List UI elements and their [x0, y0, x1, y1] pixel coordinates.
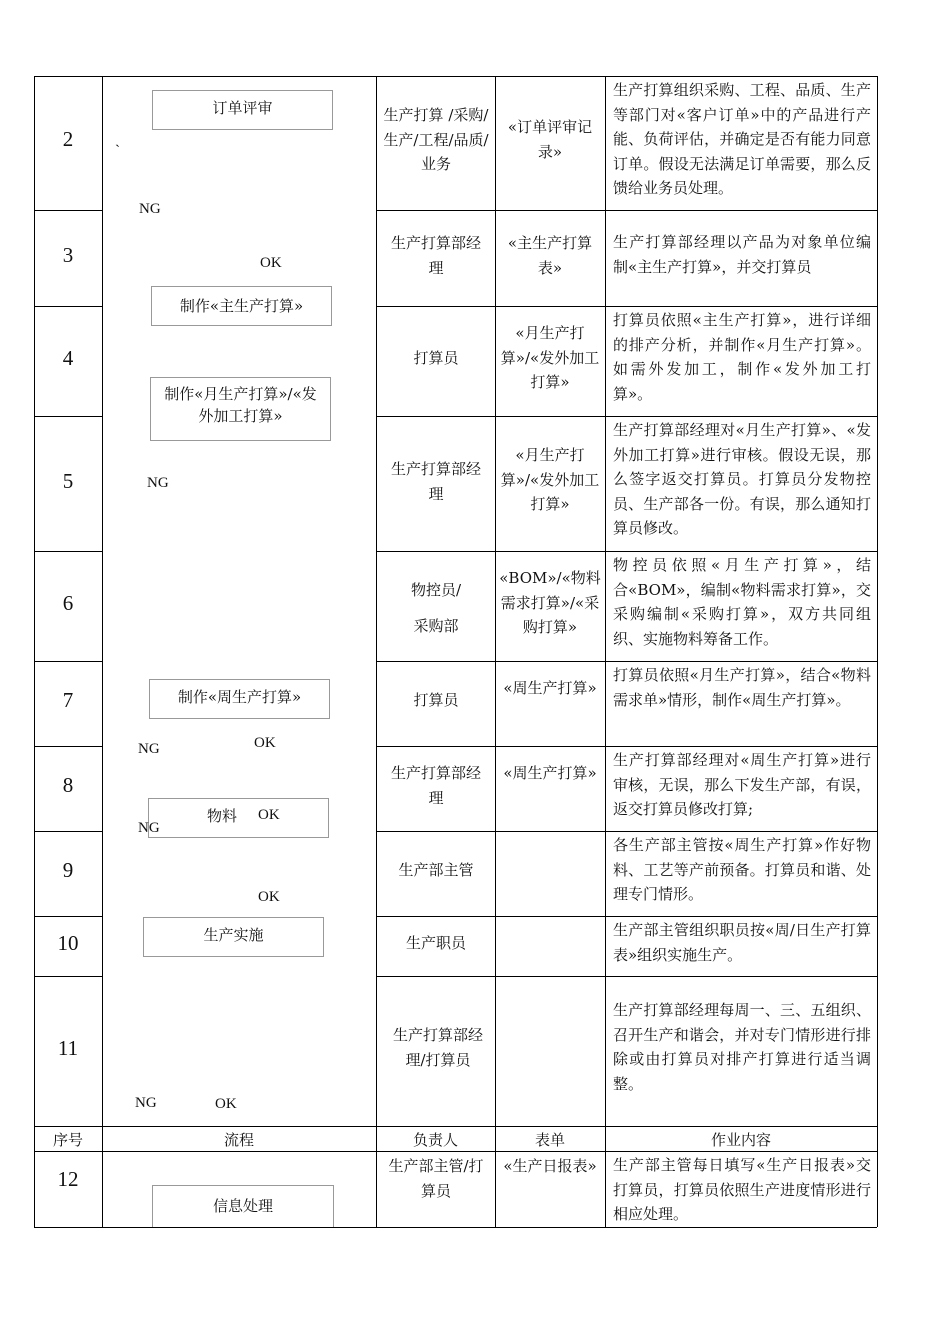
row-number: 7: [62, 688, 74, 712]
content-cell: 生产打算部经理每周一、三、五组织、召开生产和谐会，并对专门情形进行排除或由打算员对排产打算进行适当调整。: [613, 1001, 871, 1093]
flow-label-ok: OK: [260, 255, 282, 271]
form-cell: «主生产打算表»: [507, 234, 593, 277]
row-number: 2: [62, 127, 74, 151]
flow-tick: `: [115, 143, 120, 159]
form-cell: «月生产打算»/«发外加工打算»: [500, 446, 600, 513]
row-number: 8: [62, 773, 74, 797]
owner-cell: 生产职员: [405, 934, 466, 952]
owner-cell: 打算员: [413, 349, 459, 367]
form-cell: «周生产打算»: [503, 679, 597, 697]
content-cell: 生产部主管组织职员按«周/日生产打算表»组织实施生产。: [613, 921, 871, 964]
content-cell: 生产部主管每日填写«生产日报表»交打算员，打算员依照生产进度情形进行相应处理。: [613, 1156, 871, 1223]
row-number: 5: [62, 469, 74, 493]
flow-box-info-processing: 信息处理: [152, 1185, 334, 1227]
header-owner: 负责人: [412, 1131, 458, 1149]
form-cell: «BOM»/«物料需求打算»/«采购打算»: [499, 569, 601, 636]
content-cell: 生产打算部经理对«月生产打算»、«发外加工打算»进行审核。假设无误，那么签字返交打算员。打算员分发物控员、生产部各一份。有误，那么通知打算员修改。: [613, 421, 871, 537]
content-cell: 生产打算部经理以产品为对象单位编制«主生产打算»，并交打算员: [613, 233, 871, 276]
flow-box-master-plan: 制作«主生产打算»: [151, 286, 332, 326]
content-cell: 生产打算组织采购、工程、品质、生产等部门对«客户订单»中的产品进行产能、负荷评估，并确定是否有能力同意订单。假设无法满足订单需要，那么反馈给业务员处理。: [613, 81, 871, 197]
row-number: 3: [62, 243, 74, 267]
flow-label-ng: NG: [147, 475, 169, 491]
flow-box-material: [148, 798, 329, 838]
owner-cell: 生产打算部经理: [390, 764, 481, 807]
owner-cell: 生产打算部经理/打算员: [392, 1026, 483, 1069]
owner-cell: 生产打算部经理: [390, 234, 481, 277]
owner-cell: 生产部主管: [398, 861, 474, 879]
form-cell: «周生产打算»: [503, 764, 597, 782]
flow-label-ng: NG: [138, 820, 160, 836]
flow-label-ok: OK: [258, 889, 280, 905]
row-number: 9: [62, 858, 74, 882]
header-no: 序号: [52, 1131, 83, 1149]
content-cell: 打算员依照«主生产打算»，进行详细的排产分析，并制作«月生产打算»。如需外发加工，制作«发外加工打算»。: [613, 311, 871, 403]
owner-cell: 生产打算部经理: [390, 460, 481, 503]
header-flow: 流程: [223, 1131, 254, 1149]
flow-box-order-review: 订单评审: [152, 90, 333, 130]
form-cell: «订单评审记录»: [507, 118, 593, 161]
row-number: 4: [62, 346, 74, 370]
flow-box-monthly-plan: 制作«月生产打算»/«发外加工打算»: [150, 377, 331, 441]
row-number: 11: [57, 1036, 79, 1060]
header-form: 表单: [534, 1131, 565, 1149]
content-cell: 物控员依照«月生产打算»，结合«BOM»，编制«物料需求打算»，交采购编制«采购打算»，双方共同组织、实施物料筹备工作。: [613, 556, 871, 648]
flow-box-weekly-plan: 制作«周生产打算»: [149, 679, 330, 719]
header-content: 作业内容: [710, 1131, 771, 1149]
flow-label-ok: OK: [258, 807, 280, 823]
owner-cell: 生产打算 /采购/生产/工程/品质/业务: [383, 106, 489, 173]
flow-label-ok: OK: [254, 735, 276, 751]
flow-box-material-label: 物料: [207, 807, 238, 825]
content-cell: 各生产部主管按«周生产打算»作好物料、工艺等产前预备。打算员和谐、处理专门情形。: [613, 836, 871, 903]
flow-label-ok: OK: [215, 1096, 237, 1112]
form-cell: «月生产打算»/«发外加工打算»: [500, 324, 600, 391]
flow-label-ng: NG: [138, 741, 160, 757]
row-number: 6: [62, 591, 74, 615]
flow-box-production: 生产实施: [143, 917, 324, 957]
row-number: 12: [57, 1167, 79, 1191]
flow-label-ng: NG: [135, 1095, 157, 1111]
owner-cell: 生产部主管/打算员: [388, 1157, 484, 1200]
content-cell: 打算员依照«月生产打算»，结合«物料需求单»情形，制作«周生产打算»。: [613, 666, 871, 709]
row-number: 10: [57, 931, 79, 955]
flow-label-ng: NG: [139, 201, 161, 217]
owner-cell: 打算员: [413, 691, 459, 709]
owner-cell: 物控员/ 采购部: [410, 581, 462, 635]
form-cell: «生产日报表»: [503, 1157, 597, 1175]
content-cell: 生产打算部经理对«周生产打算»进行审核，无误，那么下发生产部，有误，返交打算员修改打算;: [613, 751, 871, 818]
